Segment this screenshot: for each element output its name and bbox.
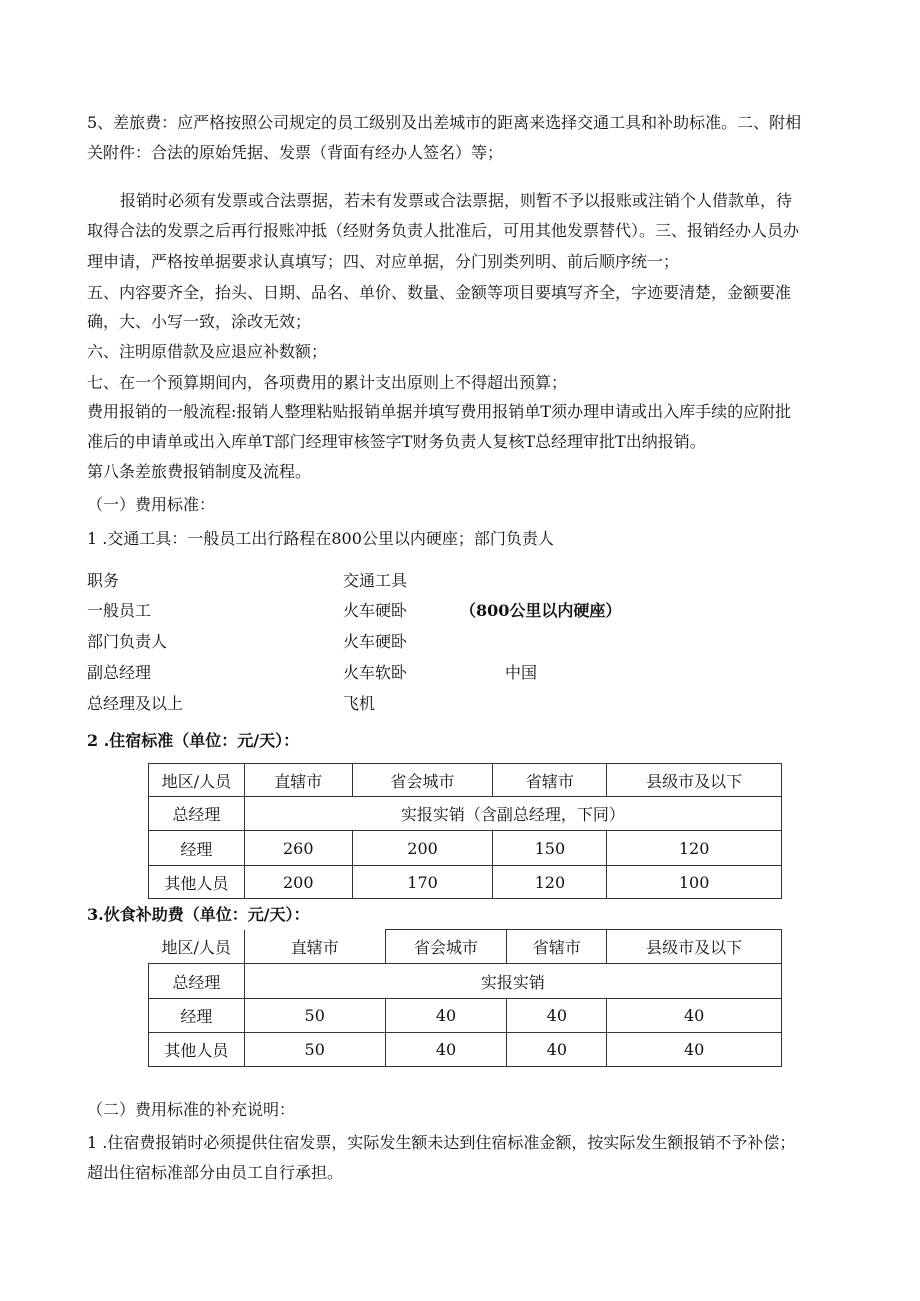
meals-title: 3.伙食补助费（单位：元/天）： [87, 905, 310, 924]
header-cell: 省会城市 [352, 764, 493, 797]
transport-cell: 一般员工 [87, 601, 152, 620]
header-cell: 直辖市 [244, 930, 385, 964]
cell: 150 [493, 831, 607, 866]
lodging-table [148, 763, 782, 899]
header-cell: 地区/人员 [149, 764, 245, 797]
paragraph: 超出住宿标准部分由员工自行承担。 [87, 1163, 344, 1182]
row-label: 经理 [149, 999, 245, 1033]
transport-cell: 部门负责人 [87, 632, 168, 651]
header-cell: 省辖市 [507, 930, 607, 964]
cell: 40 [385, 999, 507, 1033]
paragraph: 准后的申请单或出入库单T部门经理审核签字T财务负责人复核T总经理审批T出纳报销。 [87, 432, 706, 451]
paragraph: 五、内容要齐全，抬头、日期、品名、单价、数量、金额等项目要填写齐全，字迹要清楚，金额要准 [87, 283, 792, 302]
cell: 120 [607, 831, 782, 866]
row-label: 其他人员 [149, 866, 245, 899]
cell: 50 [244, 999, 385, 1033]
cell: 50 [244, 1033, 385, 1067]
cell: 40 [607, 1033, 782, 1067]
cell: 120 [493, 866, 607, 899]
row-label: 经理 [149, 831, 245, 866]
paragraph: 六、注明原借款及应退应补数额； [87, 342, 328, 361]
header-cell: 省会城市 [385, 930, 507, 964]
paragraph: 确，大、小写一致，涂改无效； [87, 312, 312, 331]
transport-cell: 火车硬卧 [343, 601, 408, 620]
meals-table [148, 929, 782, 1067]
transport-cell: 火车软卧 [343, 663, 408, 682]
paragraph: （一）费用标准： [87, 495, 216, 514]
header-cell: 省辖市 [493, 764, 607, 797]
paragraph: 理申请，严格按单据要求认真填写；四、对应单据，分门别类列明、前后顺序统一； [87, 252, 680, 271]
header-cell: 县级市及以下 [607, 930, 782, 964]
paragraph: 报销时必须有发票或合法票据，若未有发票或合法票据，则暂不予以报账或注销个人借款单，待 [120, 191, 793, 210]
paragraph: 关附件：合法的原始凭据、发票（背面有经办人签名）等； [87, 143, 504, 162]
header-cell: 直辖市 [244, 764, 352, 797]
row-label: 总经理 [149, 964, 245, 999]
paragraph: 1 .交通工具：一般员工出行路程在800公里以内硬座；部门负责人 [87, 529, 554, 548]
cell: 40 [507, 1033, 607, 1067]
cell: 170 [352, 866, 493, 899]
cell: 200 [244, 866, 352, 899]
transport-cell: 副总经理 [87, 663, 152, 682]
cell: 40 [507, 999, 607, 1033]
paragraph: 取得合法的发票之后再行报账冲抵（经财务负责人批准后，可用其他发票替代）。三、报销经办人员办 [87, 221, 800, 240]
cell: 200 [352, 831, 493, 866]
paragraph: 费用报销的一般流程:报销人整理粘贴报销单据并填写费用报销单T须办理申请或出入库手续的应附批 [87, 402, 792, 421]
transport-header: 交通工具 [343, 571, 408, 590]
paragraph: 5、差旅费：应严格按照公司规定的员工级别及出差城市的距离来选择交通工具和补助标准。二、附相 [87, 113, 802, 132]
header-cell: 县级市及以下 [607, 764, 782, 797]
transport-cell: 火车硬卧 [343, 632, 408, 651]
row-label: 其他人员 [149, 1033, 245, 1067]
cell: 40 [607, 999, 782, 1033]
merged-cell: 实报实销（含副总经理，下同） [244, 797, 781, 831]
cell: 100 [607, 866, 782, 899]
transport-cell: 总经理及以上 [87, 694, 184, 713]
paragraph: （二）费用标准的补充说明： [87, 1100, 296, 1119]
cell: 260 [244, 831, 352, 866]
row-label: 总经理 [149, 797, 245, 831]
transport-note: 中国 [505, 663, 538, 682]
cell: 40 [385, 1033, 507, 1067]
paragraph: 七、在一个预算期间内，各项费用的累计支出原则上不得超出预算； [87, 373, 568, 392]
transport-header: 职务 [87, 571, 120, 590]
lodging-title: 2 .住宿标准（单位：元/天）： [87, 731, 300, 750]
paragraph: 第八条差旅费报销制度及流程。 [87, 462, 312, 481]
paragraph: 1 .住宿费报销时必须提供住宿发票，实际发生额未达到住宿标准金额，按实际发生额报销不予补偿； [87, 1133, 796, 1152]
transport-cell: 飞机 [343, 694, 376, 713]
transport-note: （800公里以内硬座） [460, 601, 622, 620]
merged-cell: 实报实销 [244, 964, 781, 999]
header-cell: 地区/人员 [149, 930, 245, 964]
